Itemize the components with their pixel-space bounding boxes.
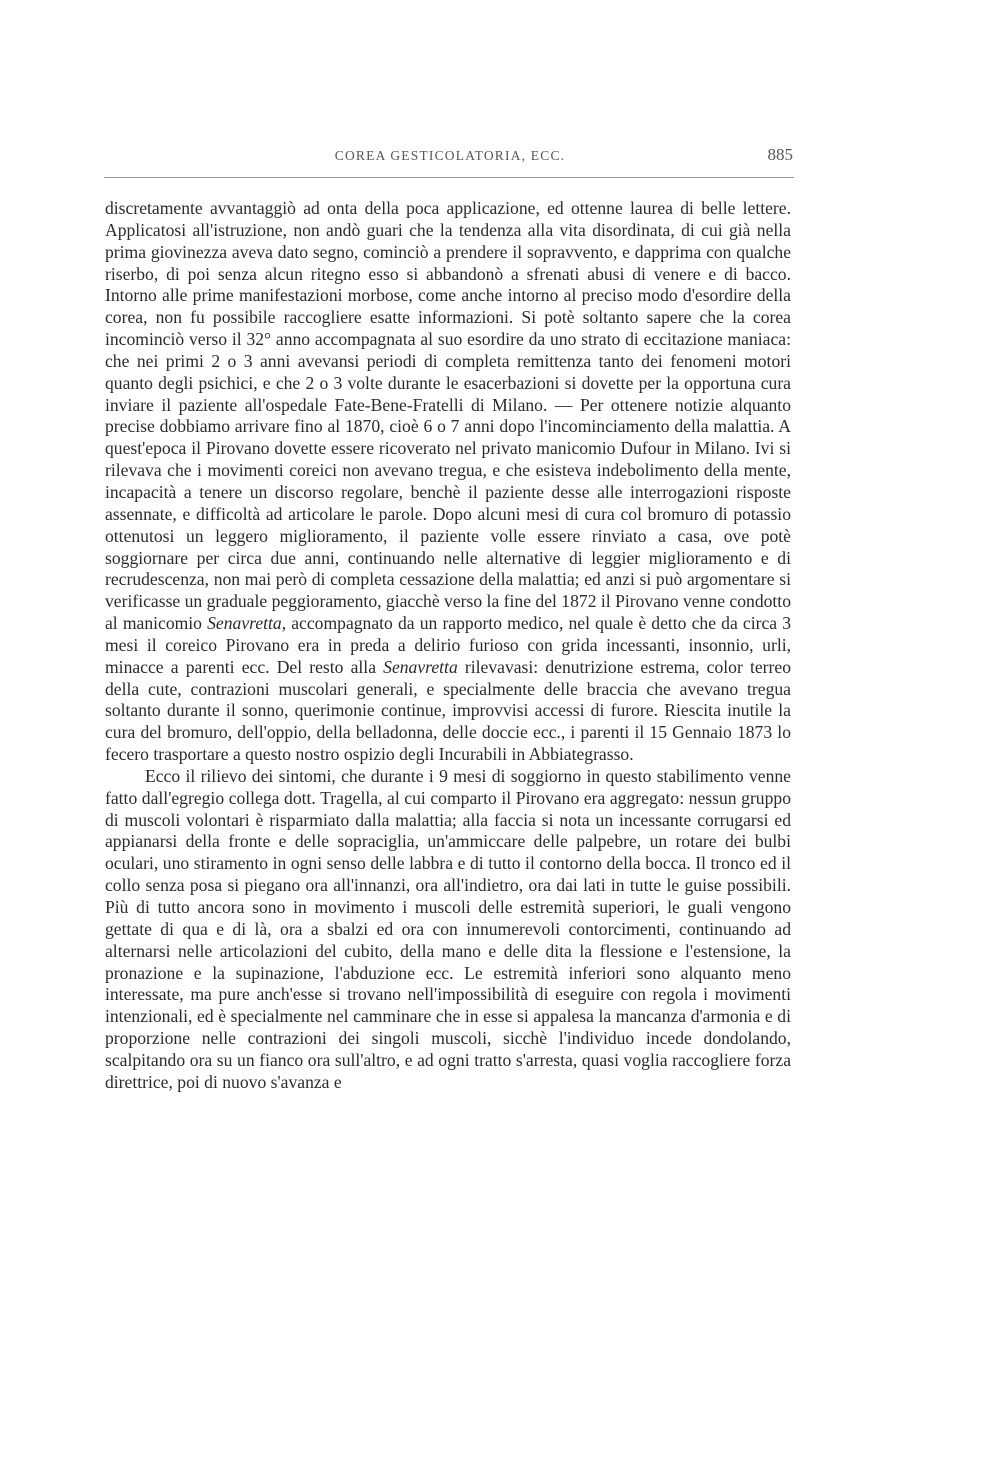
paragraph-1 xyxy=(105,198,791,766)
paragraph-2 xyxy=(105,766,791,1094)
text-segment: discretamente avvantaggiò ad onta della poca applicazione, ed ottenne laurea di belle lettere. Applicatosi all'istruzione, non andò guari che la tendenza alla vita disordinata, di cui già nella prima giovinezza aveva dato segno, cominciò a prendere il sopravvento, e dapprima con qualche riserbo, di poi senza alcun ritegno esso si abbandonò a sfrenati abusi di venere e di bacco. Intorno alle prime manifestazioni morbose, come anche intorno al preciso modo d'esordire della corea, non fu possibile raccogliere esatte informazioni. Si potè soltanto sapere che la corea incominciò verso il 32° anno accompagnata al suo esordire da uno strato di eccitazione maniaca: che nei primi 2 o 3 anni avevansi periodi di completa remittenza tanto dei fenomeni motori quanto degli psichici, e che 2 o 3 volte durante le esacerbazioni si dovette per la opportuna cura inviare il paziente all'ospedale Fate-Bene-Fratelli di Milano. — Per ottenere notizie alquanto precise dobbiamo arrivare fino al 1870, cioè 6 o 7 anni dopo l'incominciamento della malattia. A quest'epoca il Pirovano dovette essere ricoverato nel privato manicomio Dufour in Milano. Ivi si rilevava che i movimenti coreici non avevano tregua, e che esisteva indebolimento della mente, incapacità a tenere un discorso regolare, benchè il paziente desse alle interrogazioni risposte assennate, e difficoltà ad articolare le parole. Dopo alcuni mesi di cura col bromuro di potassio ottenutosi un leggero miglioramento, il paziente volle essere rinviato a casa, ove potè soggiornare per circa due anni, continuando nelle alternative di leggier miglioramento e di recrudescenza, non mai però di completa cessazione della malattia; ed anzi si può argomentare si verificasse un graduale peggioramento, giacchè verso la fine del 1872 il Pirovano venne condotto al manicomio xyxy=(105,198,791,634)
body-text xyxy=(105,198,791,1094)
text-segment: rilevavasi: denutrizione estrema, color terreo della cute, contrazioni muscolari generali, e specialmente delle braccia che avevano tregua soltanto durante il sonno, querimonie continue, improvvisi accessi di furore. Riescita inutile la cura del bromuro, dell'oppio, della belladonna, delle doccie ecc., i parenti il 15 Gennaio 1873 lo fecero trasportare a questo nostro ospizio degli Incurabili in Abbiategrasso. xyxy=(105,656,791,765)
italic-place-name: Senavretta xyxy=(383,656,458,677)
running-head xyxy=(105,145,795,170)
running-title: COREA GESTICOLATORIA, ECC. xyxy=(334,148,566,163)
text-segment: Ecco il rilievo dei sintomi, che durante i 9 mesi di soggiorno in questo stabilimento venne fatto dall'egregio collega dott. Tragella, al cui comparto il Pirovano era aggregato: nessun gruppo di muscoli volontari è risparmiato dalla malattia; alla faccia si nota un incessante corrugarsi ed appianarsi della fronte e delle sopraciglia, un'ammiccare delle palpebre, un rotare dei bulbi oculari, uno stiramento in ogni senso delle labbra e di tutto il contorno della bocca. Il tronco ed il collo senza posa si piegano ora all'innanzi, ora all'indietro, ora dai lati in tutte le guise possibili. Più di tutto ancora sono in movimento i muscoli delle estremità superiori, le guali vengono gettate di qua e di là, ora a sbalzi ed ora con innumerevoli contorcimenti, continuando ad alternarsi nelle articolazioni del cubito, della mano e delle dita la flessione e l'estensione, la pronazione e la supinazione, l'abduzione ecc. Le estremità inferiori sono alquanto meno interessate, ma pure anch'esse si trovano nell'impossibilità di eseguire con regola i movimenti intenzionali, ed è specialmente nel camminare che in esse si appalesa la mancanza d'armonia e di proporzione nelle contrazioni dei singoli muscoli, sicchè l'individuo incede dondolando, scalpitando ora su un fianco ora sull'altro, e ad ogni tratto s'arresta, quasi voglia raccogliere forza direttrice, poi di nuovo s'avanza e xyxy=(105,765,791,1092)
page-number: 885 xyxy=(767,145,793,164)
header-rule xyxy=(104,177,794,178)
text-segment: , accompagnato da un rapporto medico, nel quale è detto che da circa 3 mesi il coreico Pirovano era in preda a delirio furioso con grida incessanti, insonnio, urli, minacce a parenti ecc. Del resto alla xyxy=(105,613,791,677)
italic-place-name: Senavretta xyxy=(207,613,282,634)
